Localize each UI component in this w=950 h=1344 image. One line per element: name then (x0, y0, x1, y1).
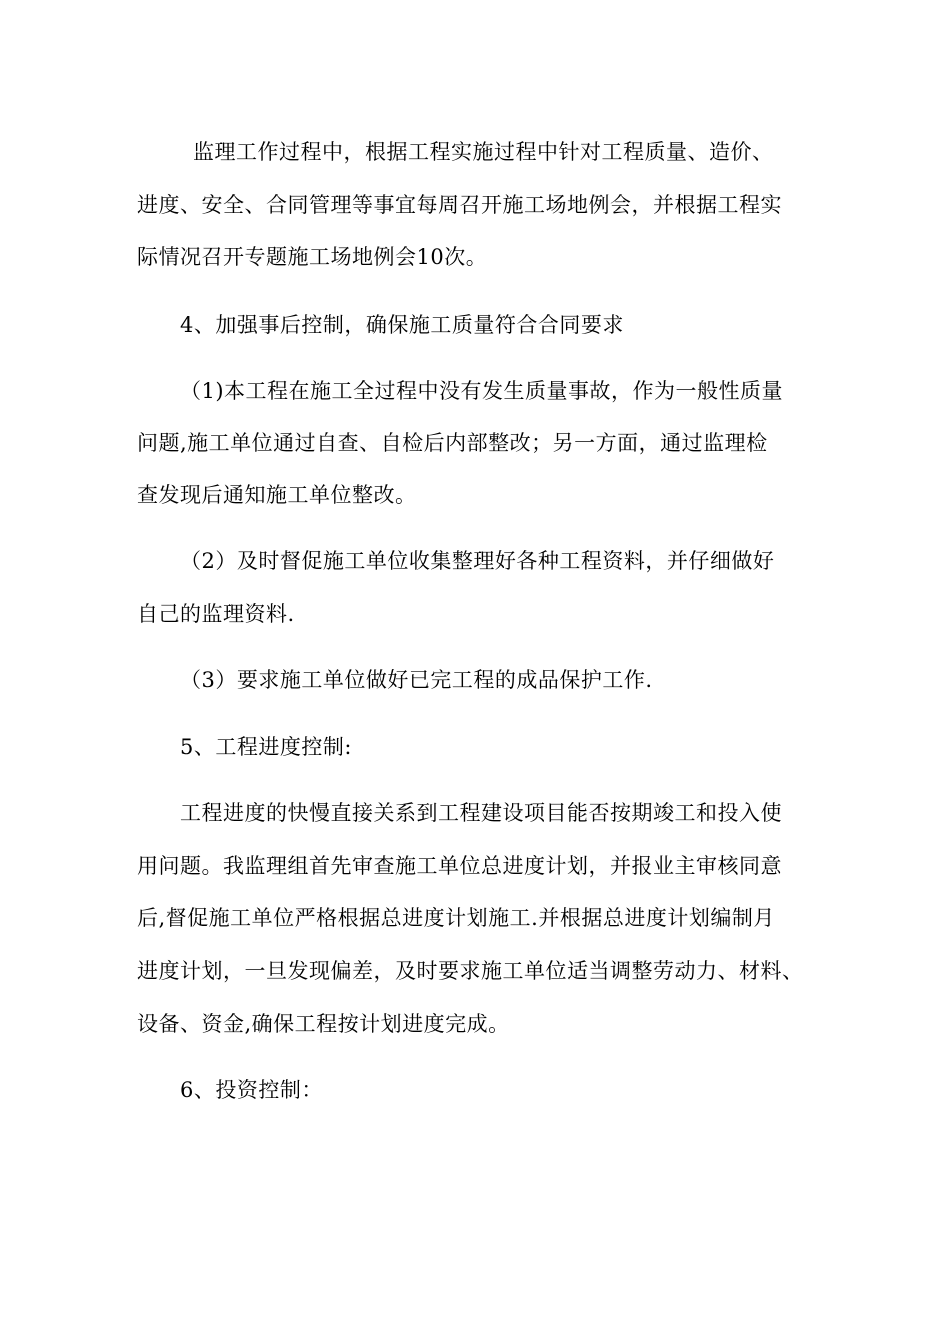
progress-para-line-1: 工程进度的快慢直接关系到工程建设项目能否按期竣工和投入使 (180, 801, 782, 825)
progress-para-line-4: 进度计划，一旦发现偏差，及时要求施工单位适当调整劳动力、材料、 (137, 959, 804, 983)
section-6-heading: 6、投资控制： (180, 1078, 323, 1102)
item-3-line-1: （3）要求施工单位做好已完工程的成品保护工作. (180, 668, 653, 692)
item-2-line-2: 自己的监理资料. (137, 602, 295, 626)
item-1-line-3: 查发现后通知施工单位整改。 (137, 483, 417, 507)
section-4-heading: 4、加强事后控制，确保施工质量符合合同要求 (180, 313, 624, 337)
progress-para-line-2: 用问题。我监理组首先审查施工单位总进度计划，并报业主审核同意 (137, 854, 782, 878)
item-1-line-1: （1)本工程在施工全过程中没有发生质量事故，作为一般性质量 (180, 379, 784, 403)
section-5-heading: 5、工程进度控制: (180, 735, 352, 759)
progress-para-line-3: 后,督促施工单位严格根据总进度计划施工.并根据总进度计划编制月 (137, 906, 775, 930)
meeting-para-line-3: 际情况召开专题施工场地例会10次。 (137, 245, 488, 269)
item-1-line-2: 问题,施工单位通过自查、自检后内部整改；另一方面，通过监理检 (137, 431, 768, 455)
progress-para-line-5: 设备、资金,确保工程按计划进度完成。 (137, 1012, 510, 1036)
meeting-para-line-1: 监理工作过程中，根据工程实施过程中针对工程质量、造价、 (193, 140, 774, 164)
item-2-line-1: （2）及时督促施工单位收集整理好各种工程资料，并仔细做好 (180, 549, 775, 573)
meeting-para-line-2: 进度、安全、合同管理等事宜每周召开施工场地例会，并根据工程实 (137, 193, 782, 217)
